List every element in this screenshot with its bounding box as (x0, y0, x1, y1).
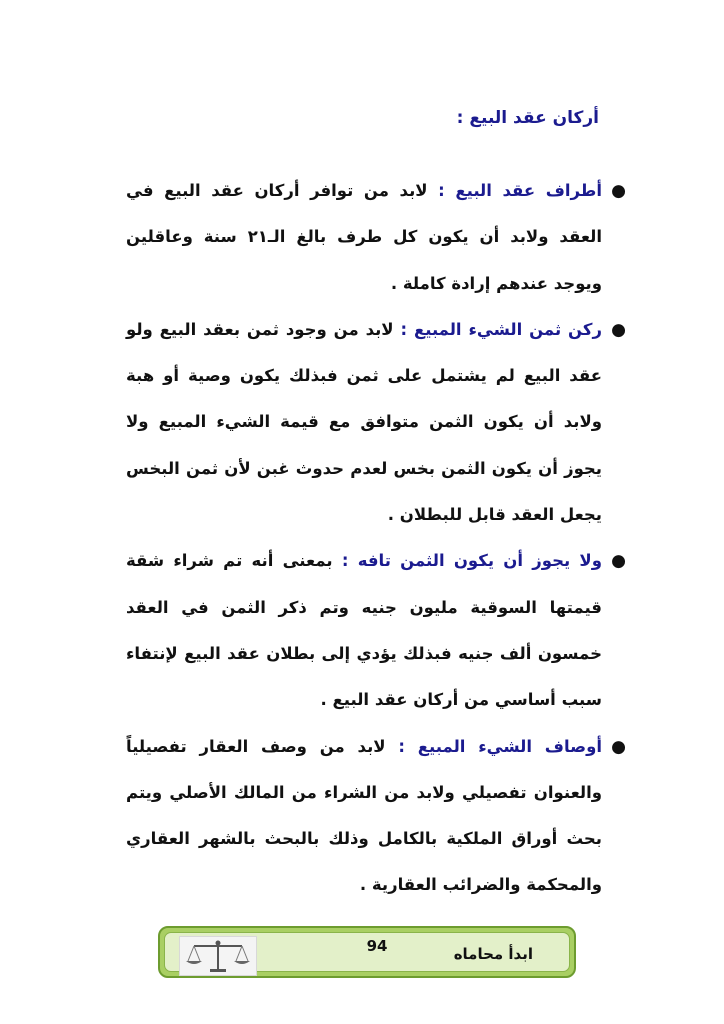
item-term: ركن ثمن الشيء المبيع (413, 319, 602, 339)
item-separator: : (398, 736, 405, 756)
list-item (126, 307, 626, 538)
item-term: ولا يجوز أن يكون الثمن تافه (357, 551, 602, 571)
page-footer (158, 926, 576, 978)
bullet-icon: ● (611, 736, 626, 757)
pillars-list (126, 168, 626, 909)
list-item (126, 168, 626, 307)
bullet-icon: ● (611, 181, 626, 201)
item-text: لابد من وصف العقار تفصيلياً والعنوان تفصيلي ولابد من الشراء من المالك الأصلي ويتم بحث أوراق الملكية بالكامل وذلك بالبحث بالشهر العقاري والمحكمة والضرائب العقارية . (126, 736, 602, 895)
bullet-icon: ● (611, 551, 626, 572)
item-separator: : (400, 319, 408, 339)
scales-of-justice-icon (179, 936, 257, 976)
bullet-icon: ● (611, 319, 626, 340)
content-body (126, 168, 626, 909)
list-item (126, 538, 626, 723)
item-term: أوصاف الشيء المبيع (417, 736, 602, 756)
item-separator: : (341, 551, 349, 571)
item-text: لابد من توافر أركان عقد البيع في العقد ولابد أن يكون كل طرف بالغ الـ٢١ سنة وعاقلين ويوجد عندهم إرادة كاملة . (126, 181, 603, 293)
section-heading: أركان عقد البيع : (456, 108, 599, 128)
footer-panel (164, 932, 570, 972)
footer-title: ابدأ محاماه (453, 945, 533, 963)
list-item (126, 724, 626, 909)
item-text: بمعنى أنه تم شراء شقة قيمتها السوقية مليون جنيه وتم ذكر الثمن في العقد خمسون ألف جنيه فبذلك يؤدي إلى بطلان عقد البيع لإنتفاء سبب أساسي من أركان عقد البيع . (126, 551, 602, 710)
item-separator: : (438, 181, 445, 200)
scales-of-justice-icon-graphic (180, 937, 256, 975)
item-text: لابد من وجود ثمن بعقد البيع ولو عقد البيع لم يشتمل على ثمن فبذلك يكون وصية أو هبة ولابد أن يكون الثمن متوافق مع قيمة الشيء المبيع ولا يجوز أن يكون الثمن بخس لعدم حدوث غبن لأن ثمن البخس يجعل العقد قابل للبطلان . (126, 319, 602, 525)
item-term: أطراف عقد البيع (455, 181, 603, 200)
page-number: 94 (366, 937, 388, 955)
